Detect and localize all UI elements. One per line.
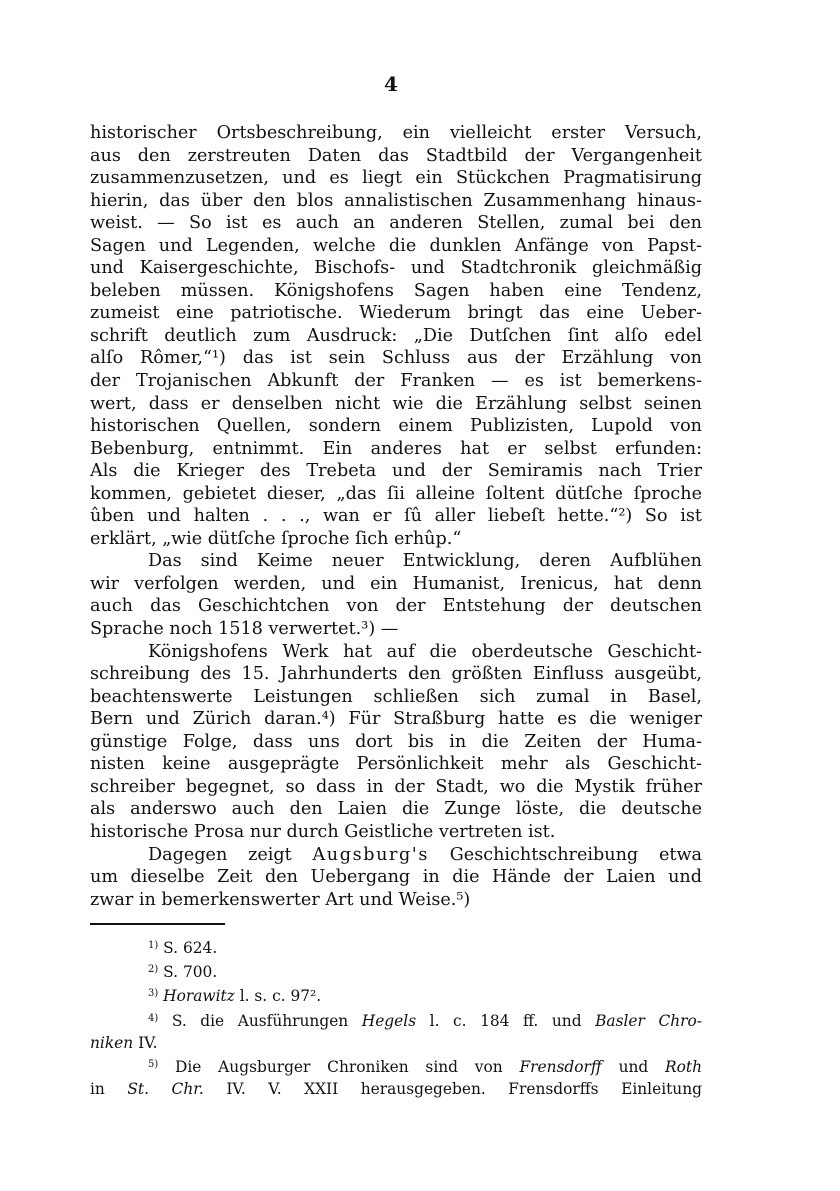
author-name: Frensdorff: [519, 1058, 602, 1077]
text-line: um dieselbe Zeit den Uebergang in die Hände der Laien und: [90, 867, 702, 888]
text-line: zwar in bemerkenswerter Art und Weise.⁵): [90, 889, 471, 910]
footnote-5-continued: [90, 1078, 702, 1100]
text-line: schreiber begegnet, so dass in der Stadt, wo die Mystik früher: [90, 776, 702, 797]
text-line: hierin, das über den blos annalistischen Zusammenhang hinaus-: [90, 190, 702, 211]
footnote-4: [90, 1008, 702, 1032]
text-line: und Kaisergeschichte, Bischofs- und Stadtchronik gleichmäßig: [90, 258, 702, 279]
author-name: Roth: [665, 1058, 702, 1077]
footnote-text: Die Augsburger Chroniken sind von: [175, 1058, 503, 1077]
footnote-marker: 4): [148, 1012, 159, 1024]
footnote-marker: 3): [148, 988, 159, 1000]
text-segment: Geschichtschreibung etwa: [428, 844, 702, 865]
text-line: beachtenswerte Leistungen schließen sich zumal in Basel,: [90, 686, 702, 707]
text-line: schrift deutlich zum Ausdruck: „Die Dutſchen ſint alſo edel: [90, 325, 702, 346]
text-line: historischer Ortsbeschreibung, ein vielleicht erster Versuch,: [90, 123, 702, 143]
text-line: alſo Rômer,“¹) das ist sein Schluss aus der Erzählung von: [90, 348, 702, 369]
text-line: schreibung des 15. Jahrhunderts den größten Einfluss ausgeübt,: [90, 664, 702, 685]
text-line: wir verfolgen werden, und ein Humanist, Irenicus, hat denn: [90, 573, 702, 594]
footnote-5: [90, 1054, 702, 1078]
footnote-marker: 1): [148, 939, 159, 951]
text-line: günstige Folge, dass uns dort bis in die Zeiten der Huma-: [90, 731, 702, 752]
text-line: Sprache noch 1518 verwertet.³) —: [90, 619, 399, 640]
paragraph-start-line: Königshofens Werk hat auf die oberdeutsche Geschicht-: [148, 641, 702, 662]
text-line: Bebenburg, entnimmt. Ein anderes hat er selbst erfunden:: [90, 438, 702, 459]
text-line: historische Prosa nur durch Geistliche vertreten ist.: [90, 821, 556, 842]
author-name: Hegels: [361, 1011, 417, 1030]
text-line: beleben müssen. Königshofens Sagen haben eine Tendenz,: [90, 280, 702, 301]
footnote-4-continued: [90, 1032, 702, 1054]
text-line: Als die Krieger des Trebeta und der Semiramis nach Trier: [90, 461, 702, 482]
footnote-text: l. c. 184 ff. und: [429, 1011, 582, 1030]
paragraph-start-line: Das sind Keime neuer Entwicklung, deren Aufblühen: [148, 551, 702, 572]
footnote-text: l. s. c. 97².: [239, 987, 322, 1006]
document-page: [90, 72, 702, 1101]
footnote-1: [90, 935, 702, 959]
work-title: niken: [90, 1033, 134, 1052]
text-segment: Dagegen zeigt: [148, 844, 313, 865]
page-number: 4: [384, 72, 398, 96]
footnote-marker: 5): [148, 1059, 159, 1071]
footnote-text: S. die Ausführungen: [171, 1011, 349, 1030]
paragraph-start-line: [90, 844, 702, 867]
footnotes: [90, 935, 702, 1101]
text-line: aus den zerstreuten Daten das Stadtbild der Vergangenheit: [90, 145, 702, 166]
text-line: Sagen und Legenden, welche die dunklen Anfänge von Papst-: [90, 235, 702, 256]
footnote-text: und: [618, 1058, 649, 1077]
footnote-text: in: [90, 1080, 105, 1099]
footnote-text: S. 624.: [163, 938, 218, 957]
text-line: weist. — So ist es auch an anderen Stellen, zumal bei den: [90, 213, 702, 234]
text-line: Bern und Zürich daran.⁴) Für Straßburg hatte es die weniger: [90, 709, 702, 730]
footnote-text: IV.: [138, 1033, 158, 1052]
text-line: wert, dass er denselben nicht wie die Erzählung selbst seinen: [90, 393, 702, 414]
work-title: Basler Chro-: [595, 1011, 702, 1030]
text-line: ûben und halten . . ., wan er ſû aller liebeſt hette.“²) So ist: [90, 506, 702, 527]
footnote-3: [90, 983, 702, 1007]
spaced-place-name: Augsburg's: [312, 844, 429, 865]
text-line: zumeist eine patriotische. Wiederum bringt das eine Ueber-: [90, 303, 702, 324]
text-line: als anderswo auch den Laien die Zunge löste, die deutsche: [90, 799, 702, 820]
work-title: St. Chr.: [127, 1080, 204, 1099]
text-line: historischen Quellen, sondern einem Publizisten, Lupold von: [90, 416, 702, 437]
text-line: nisten keine ausgeprägte Persönlichkeit mehr als Geschicht-: [90, 754, 702, 775]
footnote-text: IV. V. XXII herausgegeben. Frensdorffs Einleitung: [226, 1080, 702, 1099]
text-line: zusammenzusetzen, und es liegt ein Stückchen Pragmatisirung: [90, 168, 702, 189]
footnote-marker: 2): [148, 963, 159, 975]
footnote-2: [90, 959, 702, 983]
author-name: Horawitz: [163, 987, 235, 1006]
text-line: kommen, gebietet dieser, „das ſii alleine ſoltent dütſche ſproche: [90, 483, 702, 504]
text-line: auch das Geschichtchen von der Entstehung der deutschen: [90, 596, 702, 617]
footnote-divider: [90, 923, 225, 925]
text-line: erklärt, „wie dütſche ſproche ſich erhûp.“: [90, 528, 462, 549]
footnote-text: S. 700.: [163, 962, 218, 981]
body-text: [90, 122, 702, 911]
text-line: der Trojanischen Abkunft der Franken — es ist bemerkens-: [90, 371, 702, 392]
